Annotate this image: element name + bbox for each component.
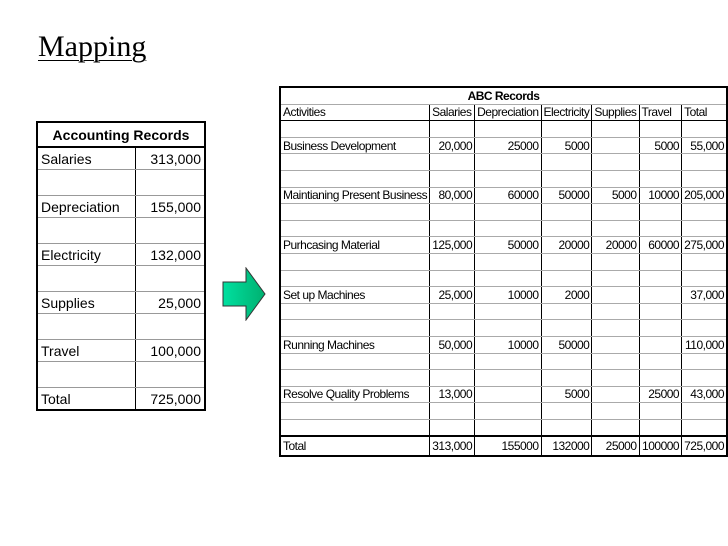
row-label: Travel	[37, 340, 136, 362]
table-row	[280, 386, 727, 403]
cell: 25,000	[430, 287, 475, 304]
cell: 60000	[475, 187, 541, 204]
cell	[592, 137, 639, 154]
cell: 155000	[475, 436, 541, 456]
cell: 55,000	[682, 137, 727, 154]
cell: 13,000	[430, 386, 475, 403]
cell	[475, 386, 541, 403]
table-row	[280, 187, 727, 204]
cell: 50,000	[430, 336, 475, 353]
column-header: Electricity	[541, 104, 592, 121]
cell: 20000	[592, 237, 639, 254]
table-row	[37, 147, 205, 170]
row-label: Electricity	[37, 244, 136, 266]
cell: 110,000	[682, 336, 727, 353]
cell: 25000	[475, 137, 541, 154]
cell: 2000	[541, 287, 592, 304]
cell: 10000	[639, 187, 682, 204]
abc-records-table	[279, 86, 728, 457]
activity-name: Business Development	[280, 137, 430, 154]
table-row	[37, 340, 205, 362]
row-value: 725,000	[150, 390, 201, 407]
row-label: Total	[37, 388, 136, 411]
table-row	[280, 336, 727, 353]
column-header: Total	[682, 104, 727, 121]
total-row	[280, 436, 727, 456]
cell: 20,000	[430, 137, 475, 154]
cell: 205,000	[682, 187, 727, 204]
cell: 5000	[639, 137, 682, 154]
row-value: 132,000	[136, 244, 206, 266]
cell: 100000	[639, 436, 682, 456]
cell	[592, 386, 639, 403]
cell	[639, 287, 682, 304]
cell: 5000	[592, 187, 639, 204]
row-label: Supplies	[37, 292, 136, 314]
page-title: Mapping	[38, 30, 147, 63]
cell	[592, 336, 639, 353]
activity-name: Maintianing Present Business	[280, 187, 430, 204]
table-row	[280, 237, 727, 254]
cell: 50000	[541, 187, 592, 204]
table-row	[280, 137, 727, 154]
cell	[639, 336, 682, 353]
cell: 20000	[541, 237, 592, 254]
column-header: Depreciation	[475, 104, 541, 121]
column-header: Travel	[639, 104, 682, 121]
right-arrow-icon	[222, 267, 266, 321]
abc-records-caption: ABC Records	[280, 87, 727, 104]
table-row	[37, 196, 205, 218]
cell: 313,000	[430, 436, 475, 456]
cell	[592, 287, 639, 304]
cell: 37,000	[682, 287, 727, 304]
cell: 10000	[475, 287, 541, 304]
activity-name: Purhcasing Material	[280, 237, 430, 254]
cell: 25000	[592, 436, 639, 456]
activity-name: Set up Machines	[280, 287, 430, 304]
activity-name: Running Machines	[280, 336, 430, 353]
accounting-records-heading: Accounting Records	[37, 122, 205, 147]
column-header: Activities	[280, 104, 430, 121]
table-row	[37, 292, 205, 314]
total-label: Total	[280, 436, 430, 456]
row-value: 313,000	[136, 147, 206, 170]
cell: 60000	[639, 237, 682, 254]
cell: 275,000	[682, 237, 727, 254]
cell: 43,000	[682, 386, 727, 403]
row-value: 100,000	[136, 340, 206, 362]
row-value: 25,000	[136, 292, 206, 314]
column-header: Supplies	[592, 104, 639, 121]
row-label: Depreciation	[37, 196, 136, 218]
header-row	[280, 104, 727, 121]
table-row	[280, 287, 727, 304]
table-row	[37, 388, 205, 411]
cell: 50000	[541, 336, 592, 353]
row-value: 155,000	[136, 196, 206, 218]
cell: 25000	[639, 386, 682, 403]
cell: 5000	[541, 137, 592, 154]
column-header: Salaries	[430, 104, 475, 121]
cell: 80,000	[430, 187, 475, 204]
activity-name: Resolve Quality Problems	[280, 386, 430, 403]
cell: 10000	[475, 336, 541, 353]
row-label: Salaries	[37, 147, 136, 170]
cell: 132000	[541, 436, 592, 456]
cell: 5000	[541, 386, 592, 403]
cell: 125,000	[430, 237, 475, 254]
cell: 725,000	[682, 436, 727, 456]
cell: 50000	[475, 237, 541, 254]
table-row	[37, 244, 205, 266]
accounting-records-table	[36, 121, 206, 411]
